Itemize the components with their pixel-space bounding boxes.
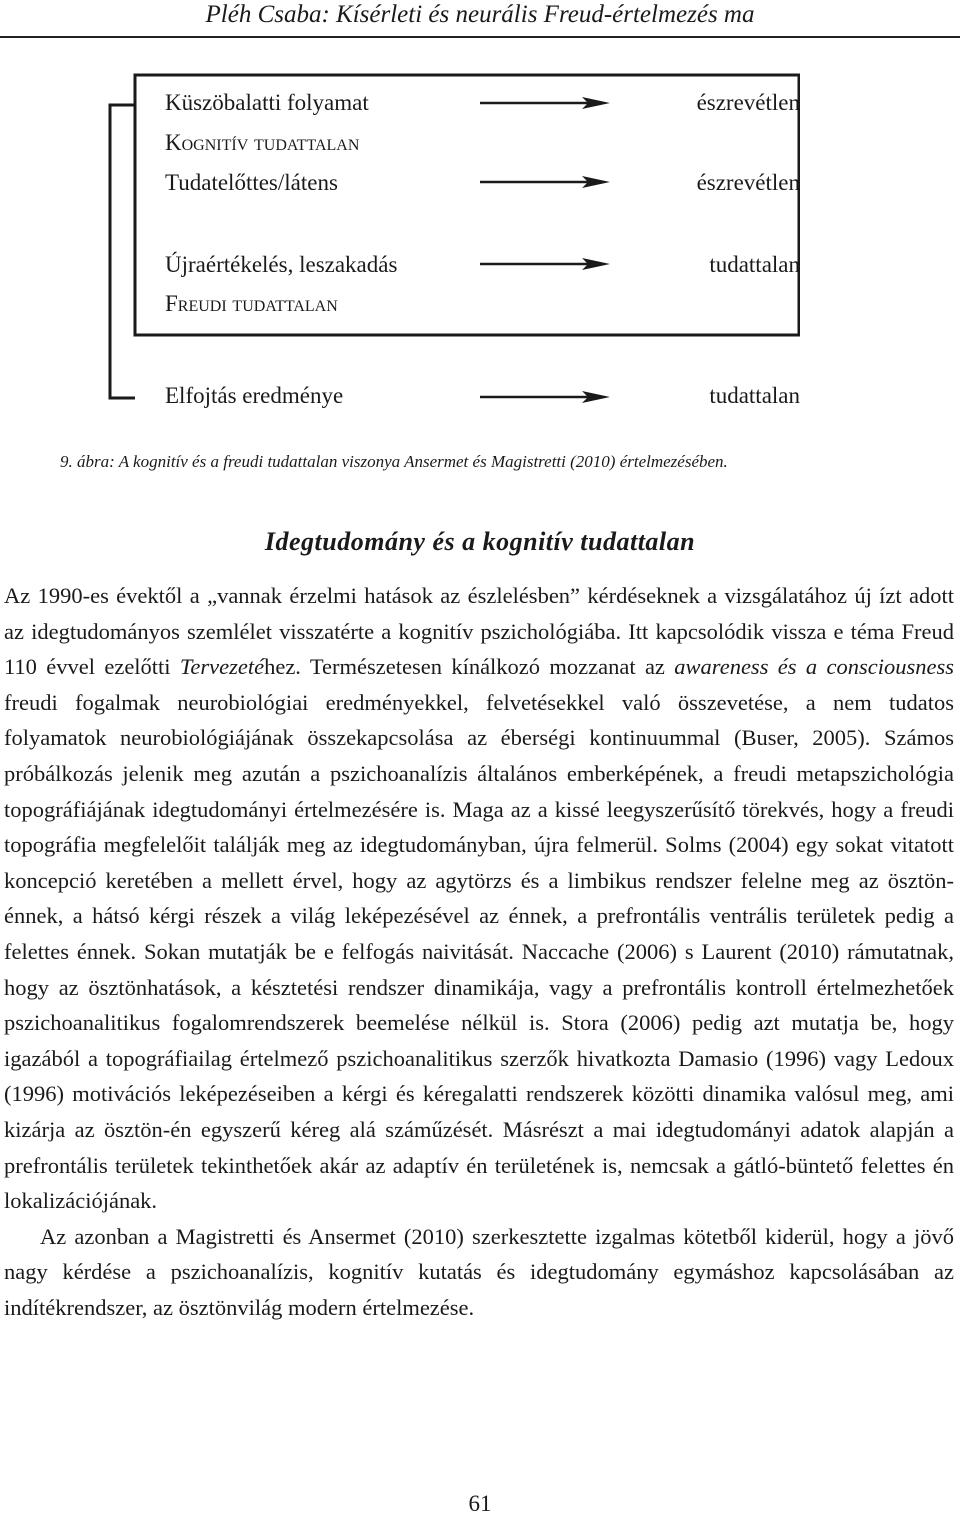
diagram-label-ujraertekeles: Újraértékelés, leszakadás xyxy=(165,252,398,277)
body-text xyxy=(4,578,954,1325)
diagram-label-freudi: Freudi tudattalan xyxy=(165,291,338,316)
p1-em-consciousness: a consciousness xyxy=(805,654,954,680)
arrow-3 xyxy=(480,258,610,270)
paragraph-1 xyxy=(4,578,954,1219)
diagram-label-elfojtas: Elfojtás eredménye xyxy=(165,383,344,408)
tudattalan-diagram xyxy=(100,60,800,420)
page-number: 61 xyxy=(468,1491,492,1516)
p1-em-tervezete: Tervezeté xyxy=(179,654,265,680)
section-title: Idegtudomány és a kognitív tudattalan xyxy=(264,527,696,556)
diagram-result-2: észrevétlen xyxy=(696,170,800,195)
running-header xyxy=(0,0,960,38)
arrow-4 xyxy=(480,391,610,403)
diagram-label-kuszobalatti: Küszöbalatti folyamat xyxy=(165,90,369,115)
p1-rest: freudi fogalmak neurobiológiai eredményekkel, felvetésekkel való összevetése, a nem tudatos folyamatok neurobiológiájának összekapcsolása az éberségi kontinuummal (Buser, 2005). Számos próbálkozás jelenik meg azután a pszichoanalízis általános emberképének, a freudi metapszichológia topográfiájának idegtudományi értelmezésére is. Maga az a kissé leegyszerűsítő törekvés, hogy a freudi topográfia megfelelőit találják meg az idegtudományban, újra felmerül. Solms (2004) egy sokat vitatott koncepció keretében a mellett érvel, hogy az agytörzs és a limbikus rendszer felelne meg az ösztön-énnek, a hátsó kérgi részek a világ leképezésével az énnek, a prefrontális ventrális területek pedig a felettes énnek. Sokan mutatják be e felfogás naivitását. Naccache (2006) s Laurent (2010) rámutatnak, hogy az ösztönhatások, a késztetési rendszer dinamikája, vagy a prefrontális kontroll értelmezhetőek pszichoanalitikus fogalomrendszerek beemelése nélkül is. Stora (2006) pedig azt mutatja be, hogy igazából a topográfiailag értelmező pszichoanalitikus szerzők hivatkozta Damasio (1996) vagy Ledoux (1996) motivációs leképezéseiben a kérgi és kéregalatti rendszerek közötti dinamika valósul meg, ami kizárja az ösztön-én egyszerű kéreg alá száműzését. Másrészt a mai idegtudományi adatok alapján a prefrontális területek tekinthetőek akár az adaptív én területének is, nemcsak a gátló-büntető felettes én lokalizációjának. xyxy=(4,689,954,1214)
diagram-result-3: tudattalan xyxy=(709,252,800,277)
arrow-1 xyxy=(480,97,610,109)
diagram-label-tudatelottes: Tudatelőttes/látens xyxy=(165,170,338,195)
diagram-result-1: észrevétlen xyxy=(696,90,800,115)
diagram-bracket xyxy=(110,105,135,398)
header-title: Pléh Csaba: Kísérleti és neurális Freud-értelmezés ma xyxy=(205,1,755,28)
p1-em-awareness: awareness xyxy=(674,654,769,680)
figure-caption: 9. ábra: A kognitív és a freudi tudattalan viszonya Ansermet és Magistretti (2010) értelmezésében. xyxy=(60,452,728,471)
arrow-2 xyxy=(480,176,610,188)
diagram-label-kognitiv: Kognitív tudattalan xyxy=(165,130,360,155)
diagram-result-4: tudattalan xyxy=(709,383,800,408)
p1-s1: Az 1990-es évektől a „vannak érzelmi hatások az észlelésben” kérdéseknek a vizsgálatához új ízt adott az idegtudományos szemlélet visszatérte a kognitív pszichológiába. Itt kapcsolódik vissza e téma Freud 110 évvel ezelőtti xyxy=(4,583,954,680)
p1-s1-end: hez. Természetesen kínálkozó mozzanat az xyxy=(264,654,675,680)
p1-conj: és xyxy=(768,654,806,680)
paragraph-2: Az azonban a Magistretti és Ansermet (2010) szerkesztette izgalmas kötetből kiderül, hogy a jövő nagy kérdése a pszichoanalízis, kognitív kutatás és idegtudomány egymáshoz kapcsolásában az indítékrendszer, az ösztönvilág modern értelmezése. xyxy=(4,1223,954,1320)
